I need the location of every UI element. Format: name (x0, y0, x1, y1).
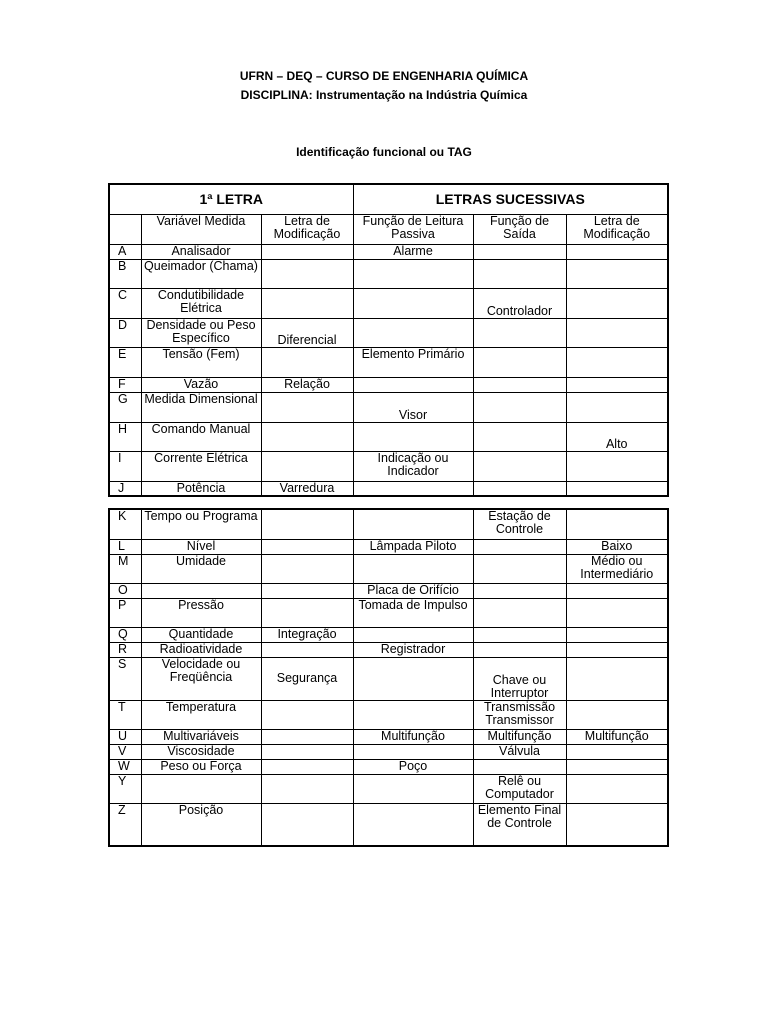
letter-cell: T (109, 700, 141, 729)
letter-cell: L (109, 539, 141, 554)
modifier-2-cell (566, 598, 668, 627)
letter-cell: F (109, 377, 141, 392)
column-header-letter (109, 214, 141, 244)
letter-cell: G (109, 392, 141, 422)
variable-cell: Pressão (141, 598, 261, 627)
variable-cell: Corrente Elétrica (141, 451, 261, 481)
table-row (109, 627, 668, 642)
modifier-cell (261, 598, 353, 627)
modifier-2-cell (566, 377, 668, 392)
passive-function-cell (353, 259, 473, 288)
output-function-cell (473, 642, 566, 657)
modifier-cell (261, 744, 353, 759)
letter-cell: Y (109, 774, 141, 803)
passive-function-cell: Registrador (353, 642, 473, 657)
passive-function-cell (353, 627, 473, 642)
successive-letters-group-header: LETRAS SUCESSIVAS (353, 184, 668, 214)
page-subtitle: Identificação funcional ou TAG (296, 145, 472, 159)
variable-cell: Radioatividade (141, 642, 261, 657)
modifier-2-cell: Médio ou Intermediário (566, 554, 668, 583)
letter-cell: H (109, 422, 141, 451)
output-function-cell (473, 539, 566, 554)
tag-table-part-1 (108, 183, 669, 497)
output-function-cell (473, 347, 566, 377)
discipline-header: DISCIPLINA: Instrumentação na Indústria Química (240, 88, 528, 102)
modifier-2-cell: Baixo (566, 539, 668, 554)
letter-cell: B (109, 259, 141, 288)
modifier-cell (261, 347, 353, 377)
modifier-cell (261, 700, 353, 729)
modifier-2-cell (566, 244, 668, 259)
table-row (109, 554, 668, 583)
modifier-cell: Integração (261, 627, 353, 642)
modifier-2-cell (566, 259, 668, 288)
passive-function-cell (353, 774, 473, 803)
output-function-cell (473, 451, 566, 481)
table-row (109, 392, 668, 422)
passive-function-cell (353, 657, 473, 700)
modifier-2-cell (566, 744, 668, 759)
passive-function-cell (353, 481, 473, 496)
letter-cell: D (109, 318, 141, 347)
modifier-cell (261, 554, 353, 583)
tag-table-part-2 (108, 508, 669, 847)
table-row (109, 377, 668, 392)
modifier-cell: Relação (261, 377, 353, 392)
table-row (109, 657, 668, 700)
modifier-cell (261, 583, 353, 598)
modifier-2-cell (566, 451, 668, 481)
output-function-cell (473, 244, 566, 259)
variable-cell: Velocidade ou Freqüência (141, 657, 261, 700)
output-function-cell (473, 481, 566, 496)
table-row (109, 642, 668, 657)
output-function-cell (473, 259, 566, 288)
table-row (109, 509, 668, 539)
variable-cell: Condutibilidade Elétrica (141, 288, 261, 318)
output-function-cell (473, 598, 566, 627)
modifier-cell (261, 451, 353, 481)
passive-function-cell (353, 288, 473, 318)
modifier-2-cell (566, 774, 668, 803)
passive-function-cell (353, 377, 473, 392)
letter-cell: Q (109, 627, 141, 642)
passive-function-cell: Lâmpada Piloto (353, 539, 473, 554)
modifier-2-cell (566, 583, 668, 598)
variable-cell (141, 774, 261, 803)
table-row (109, 347, 668, 377)
modifier-cell: Varredura (261, 481, 353, 496)
passive-function-cell: Indicação ou Indicador (353, 451, 473, 481)
table-row (109, 700, 668, 729)
variable-cell: Peso ou Força (141, 759, 261, 774)
modifier-cell (261, 259, 353, 288)
table-row (109, 259, 668, 288)
modifier-2-cell (566, 700, 668, 729)
passive-function-cell: Tomada de Impulso (353, 598, 473, 627)
output-function-cell (473, 392, 566, 422)
passive-function-cell (353, 554, 473, 583)
letter-cell: E (109, 347, 141, 377)
modifier-cell (261, 729, 353, 744)
modifier-2-cell (566, 288, 668, 318)
letter-cell: I (109, 451, 141, 481)
modifier-cell (261, 774, 353, 803)
modifier-cell (261, 288, 353, 318)
variable-cell: Nível (141, 539, 261, 554)
output-function-cell: Multifunção (473, 729, 566, 744)
modifier-cell (261, 392, 353, 422)
modifier-cell (261, 759, 353, 774)
variable-cell: Quantidade (141, 627, 261, 642)
passive-function-cell: Multifunção (353, 729, 473, 744)
variable-cell: Comando Manual (141, 422, 261, 451)
output-function-cell: Válvula (473, 744, 566, 759)
modifier-2-cell (566, 509, 668, 539)
column-header-passive-function: Função de Leitura Passiva (353, 214, 473, 244)
table-row (109, 583, 668, 598)
variable-cell: Vazão (141, 377, 261, 392)
table-row (109, 422, 668, 451)
table-row (109, 598, 668, 627)
modifier-2-cell (566, 347, 668, 377)
variable-cell (141, 583, 261, 598)
letter-cell: S (109, 657, 141, 700)
variable-cell: Medida Dimensional (141, 392, 261, 422)
table-row (109, 539, 668, 554)
modifier-2-cell (566, 627, 668, 642)
table-row (109, 774, 668, 803)
modifier-2-cell (566, 481, 668, 496)
output-function-cell: Controlador (473, 288, 566, 318)
passive-function-cell (353, 509, 473, 539)
passive-function-cell (353, 422, 473, 451)
output-function-cell (473, 554, 566, 583)
variable-cell: Posição (141, 803, 261, 846)
passive-function-cell: Poço (353, 759, 473, 774)
output-function-cell (473, 377, 566, 392)
first-letter-group-header: 1ª LETRA (109, 184, 353, 214)
modifier-2-cell (566, 759, 668, 774)
variable-cell: Queimador (Chama) (141, 259, 261, 288)
table-row (109, 744, 668, 759)
letter-cell: J (109, 481, 141, 496)
output-function-cell: Estação de Controle (473, 509, 566, 539)
column-header-output-function: Função de Saída (473, 214, 566, 244)
modifier-cell (261, 244, 353, 259)
letter-cell: K (109, 509, 141, 539)
passive-function-cell: Elemento Primário (353, 347, 473, 377)
output-function-cell: Elemento Final de Controle (473, 803, 566, 846)
table-row (109, 481, 668, 496)
letter-cell: A (109, 244, 141, 259)
variable-cell: Temperatura (141, 700, 261, 729)
letter-cell: M (109, 554, 141, 583)
passive-function-cell: Alarme (353, 244, 473, 259)
output-function-cell (473, 759, 566, 774)
variable-cell: Tensão (Fem) (141, 347, 261, 377)
modifier-cell (261, 509, 353, 539)
letter-cell: V (109, 744, 141, 759)
modifier-cell (261, 803, 353, 846)
modifier-2-cell (566, 318, 668, 347)
variable-cell: Tempo ou Programa (141, 509, 261, 539)
letter-cell: R (109, 642, 141, 657)
passive-function-cell (353, 700, 473, 729)
variable-cell: Umidade (141, 554, 261, 583)
output-function-cell (473, 318, 566, 347)
table-row (109, 729, 668, 744)
table-row (109, 451, 668, 481)
output-function-cell: Relê ou Computador (473, 774, 566, 803)
variable-cell: Potência (141, 481, 261, 496)
course-header: UFRN – DEQ – CURSO DE ENGENHARIA QUÍMICA (239, 69, 529, 83)
variable-cell: Analisador (141, 244, 261, 259)
modifier-2-cell (566, 803, 668, 846)
passive-function-cell: Placa de Orifício (353, 583, 473, 598)
table-row (109, 803, 668, 846)
letter-cell: C (109, 288, 141, 318)
passive-function-cell (353, 744, 473, 759)
modifier-2-cell (566, 657, 668, 700)
modifier-2-cell: Alto (566, 422, 668, 451)
output-function-cell (473, 583, 566, 598)
modifier-cell: Diferencial (261, 318, 353, 347)
passive-function-cell: Visor (353, 392, 473, 422)
output-function-cell (473, 627, 566, 642)
table-row (109, 759, 668, 774)
modifier-cell (261, 422, 353, 451)
letter-cell: U (109, 729, 141, 744)
modifier-cell (261, 539, 353, 554)
passive-function-cell (353, 803, 473, 846)
modifier-2-cell: Multifunção (566, 729, 668, 744)
variable-cell: Densidade ou Peso Específico (141, 318, 261, 347)
table-row (109, 288, 668, 318)
letter-cell: W (109, 759, 141, 774)
letter-cell: O (109, 583, 141, 598)
column-header-variable: Variável Medida (141, 214, 261, 244)
variable-cell: Multivariáveis (141, 729, 261, 744)
column-header-modifier-2: Letra de Modificação (566, 214, 668, 244)
output-function-cell (473, 422, 566, 451)
modifier-2-cell (566, 392, 668, 422)
modifier-cell (261, 642, 353, 657)
modifier-2-cell (566, 642, 668, 657)
variable-cell: Viscosidade (141, 744, 261, 759)
modifier-cell: Segurança (261, 657, 353, 700)
output-function-cell: Chave ou Interruptor (473, 657, 566, 700)
letter-cell: Z (109, 803, 141, 846)
column-header-modifier: Letra de Modificação (261, 214, 353, 244)
table-row (109, 318, 668, 347)
passive-function-cell (353, 318, 473, 347)
table-row (109, 244, 668, 259)
letter-cell: P (109, 598, 141, 627)
output-function-cell: Transmissão Transmissor (473, 700, 566, 729)
